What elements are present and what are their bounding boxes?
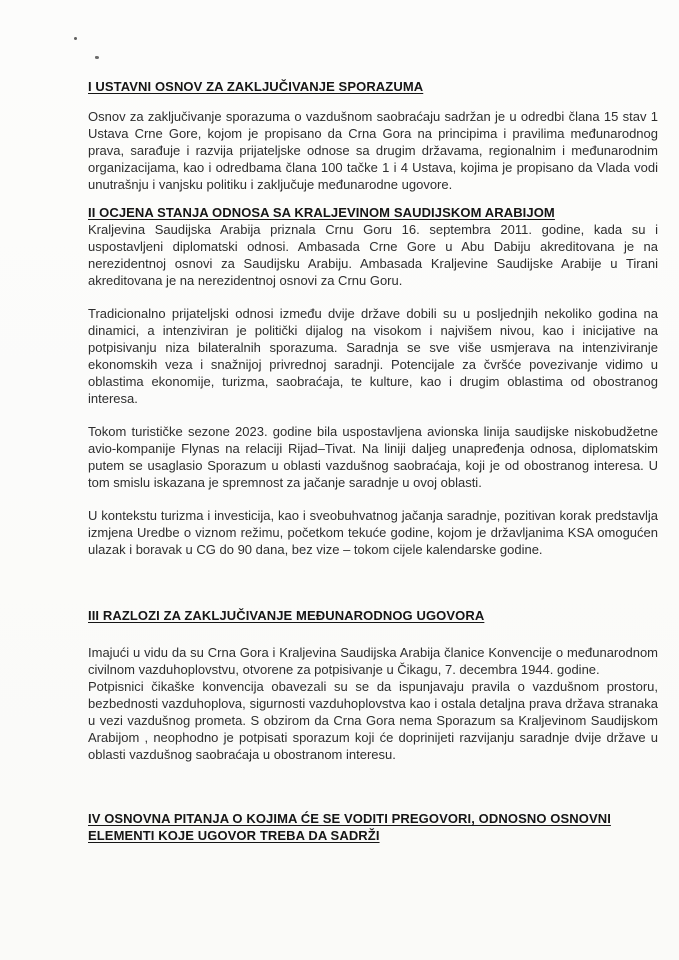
section-relations-assessment [88,204,658,558]
section-heading-3: III RAZLOZI ZA ZAKLJUČIVANJE MEĐUNARODNOG UGOVORA [88,608,485,623]
paragraph: Kraljevina Saudijska Arabija priznala Crnu Goru 16. septembra 2011. godine, kada su i uspostavljeni diplomatski odnosi. Ambasada Crne Gore u Abu Dabiju akreditovana je na nerezidentnoj osnovi za Saudijsku Arabiju. Ambasada Kraljevine Saudijske Arabije u Tirani akreditovana je na nerezidentnoj osnovi za Crnu Goru. [88,222,658,288]
paragraph: Imajući u vidu da su Crna Gora i Kraljevina Saudijska Arabija članice Konvencije o međunarodnom civilnom vazduhoplovstvu, otvorene za potpisivanje u Čikagu, 7. decembra 1944. godine. [88,645,658,677]
paragraph: U kontekstu turizma i investicija, kao i sveobuhvatnog jačanja saradnje, pozitivan korak predstavlja izmjena Uredbe o viznom režimu, početkom tekuće godine, kojom je državljanima KSA omogućen ulazak i boravak u CG do 90 dana, bez vize – tokom cijele kalendarske godine. [88,508,658,557]
section-heading-4: IV OSNOVNA PITANJA O KOJIMA ĆE SE VODITI PREGOVORI, ODNOSNO OSNOVNI ELEMENTI KOJE UGOVOR TREBA DA SADRŽI [88,811,611,843]
section-constitutional-basis [88,78,658,193]
section-heading-1: I USTAVNI OSNOV ZA ZAKLJUČIVANJE SPORAZUMA [88,79,424,94]
paragraph: Tradicionalno prijateljski odnosi između dvije države dobili su u posljednjih nekoliko godina na dinamici, a intenziviran je politički dijalog na visokom i najvišem nivou, kao i inicijative na potpisivanju niza bilateralnih sporazuma. Saradnja se sve više usmjerava na intenziviranje ekonomskih veza i snažnijoj privrednoj saradnji. Potencijale za čvršće povezivanje vidimo u oblastima ekonomije, turizma, saobraćaja, te kulture, kao i drugim oblastima od obostranog interesa. [88,306,658,406]
scan-speck-left [95,56,99,59]
paragraph: Potpisnici čikaške konvencija obavezali su se da ispunjavaju pravila o vazdušnom prostoru, bezbednosti vazduhoplova, sigurnosti vazduhoplovstva kao i ostala detaljna prava država stranaka u vezi vazdušnog prometa. S obzirom da Crna Gora nema Sporazum sa Kraljevinom Saudijskom Arabijom , neophodno je potpisati sporazum koji će doprinijeti razvijanju saradnje dvije države u oblasti vazdušnog saobraćaja u obostranom interesu. [88,679,658,762]
section-heading-2: II OCJENA STANJA ODNOSA SA KRALJEVINOM SAUDIJSKOM ARABIJOM [88,205,555,220]
paragraph: Osnov za zaključivanje sporazuma o vazdušnom saobraćaju sadržan je u odredbi člana 15 stav 1 Ustava Crne Gore, kojom je propisano da Crna Gora na principima i pravilima međunarodnog prava, sarađuje i razvija prijateljske odnose sa drugim državama, regionalnim i međunarodnim organizacijama, kao i odredbama člana 100 tačke 1 i 4 Ustava, kojima je propisano da Vlada vodi unutrašnju i vanjsku politiku i zaključuje međunarodne ugovore. [88,109,658,192]
section-reasons-for-treaty [88,607,658,763]
scan-speck-top [74,37,77,40]
paragraph: Tokom turističke sezone 2023. godine bila uspostavljena avionska linija saudijske niskobudžetne avio-kompanije Flynas na relaciji Rijad–Tivat. Na liniji daljeg unapređenja odnosa, diplomatskim putem se usaglasio Sporazum u oblasti vazdušnog saobraćaja, koji je od obostranog interesa. U tom smislu iskazana je spremnost za jačanje saradnje u ovoj oblasti. [88,424,658,490]
section-negotiation-topics [88,810,658,844]
